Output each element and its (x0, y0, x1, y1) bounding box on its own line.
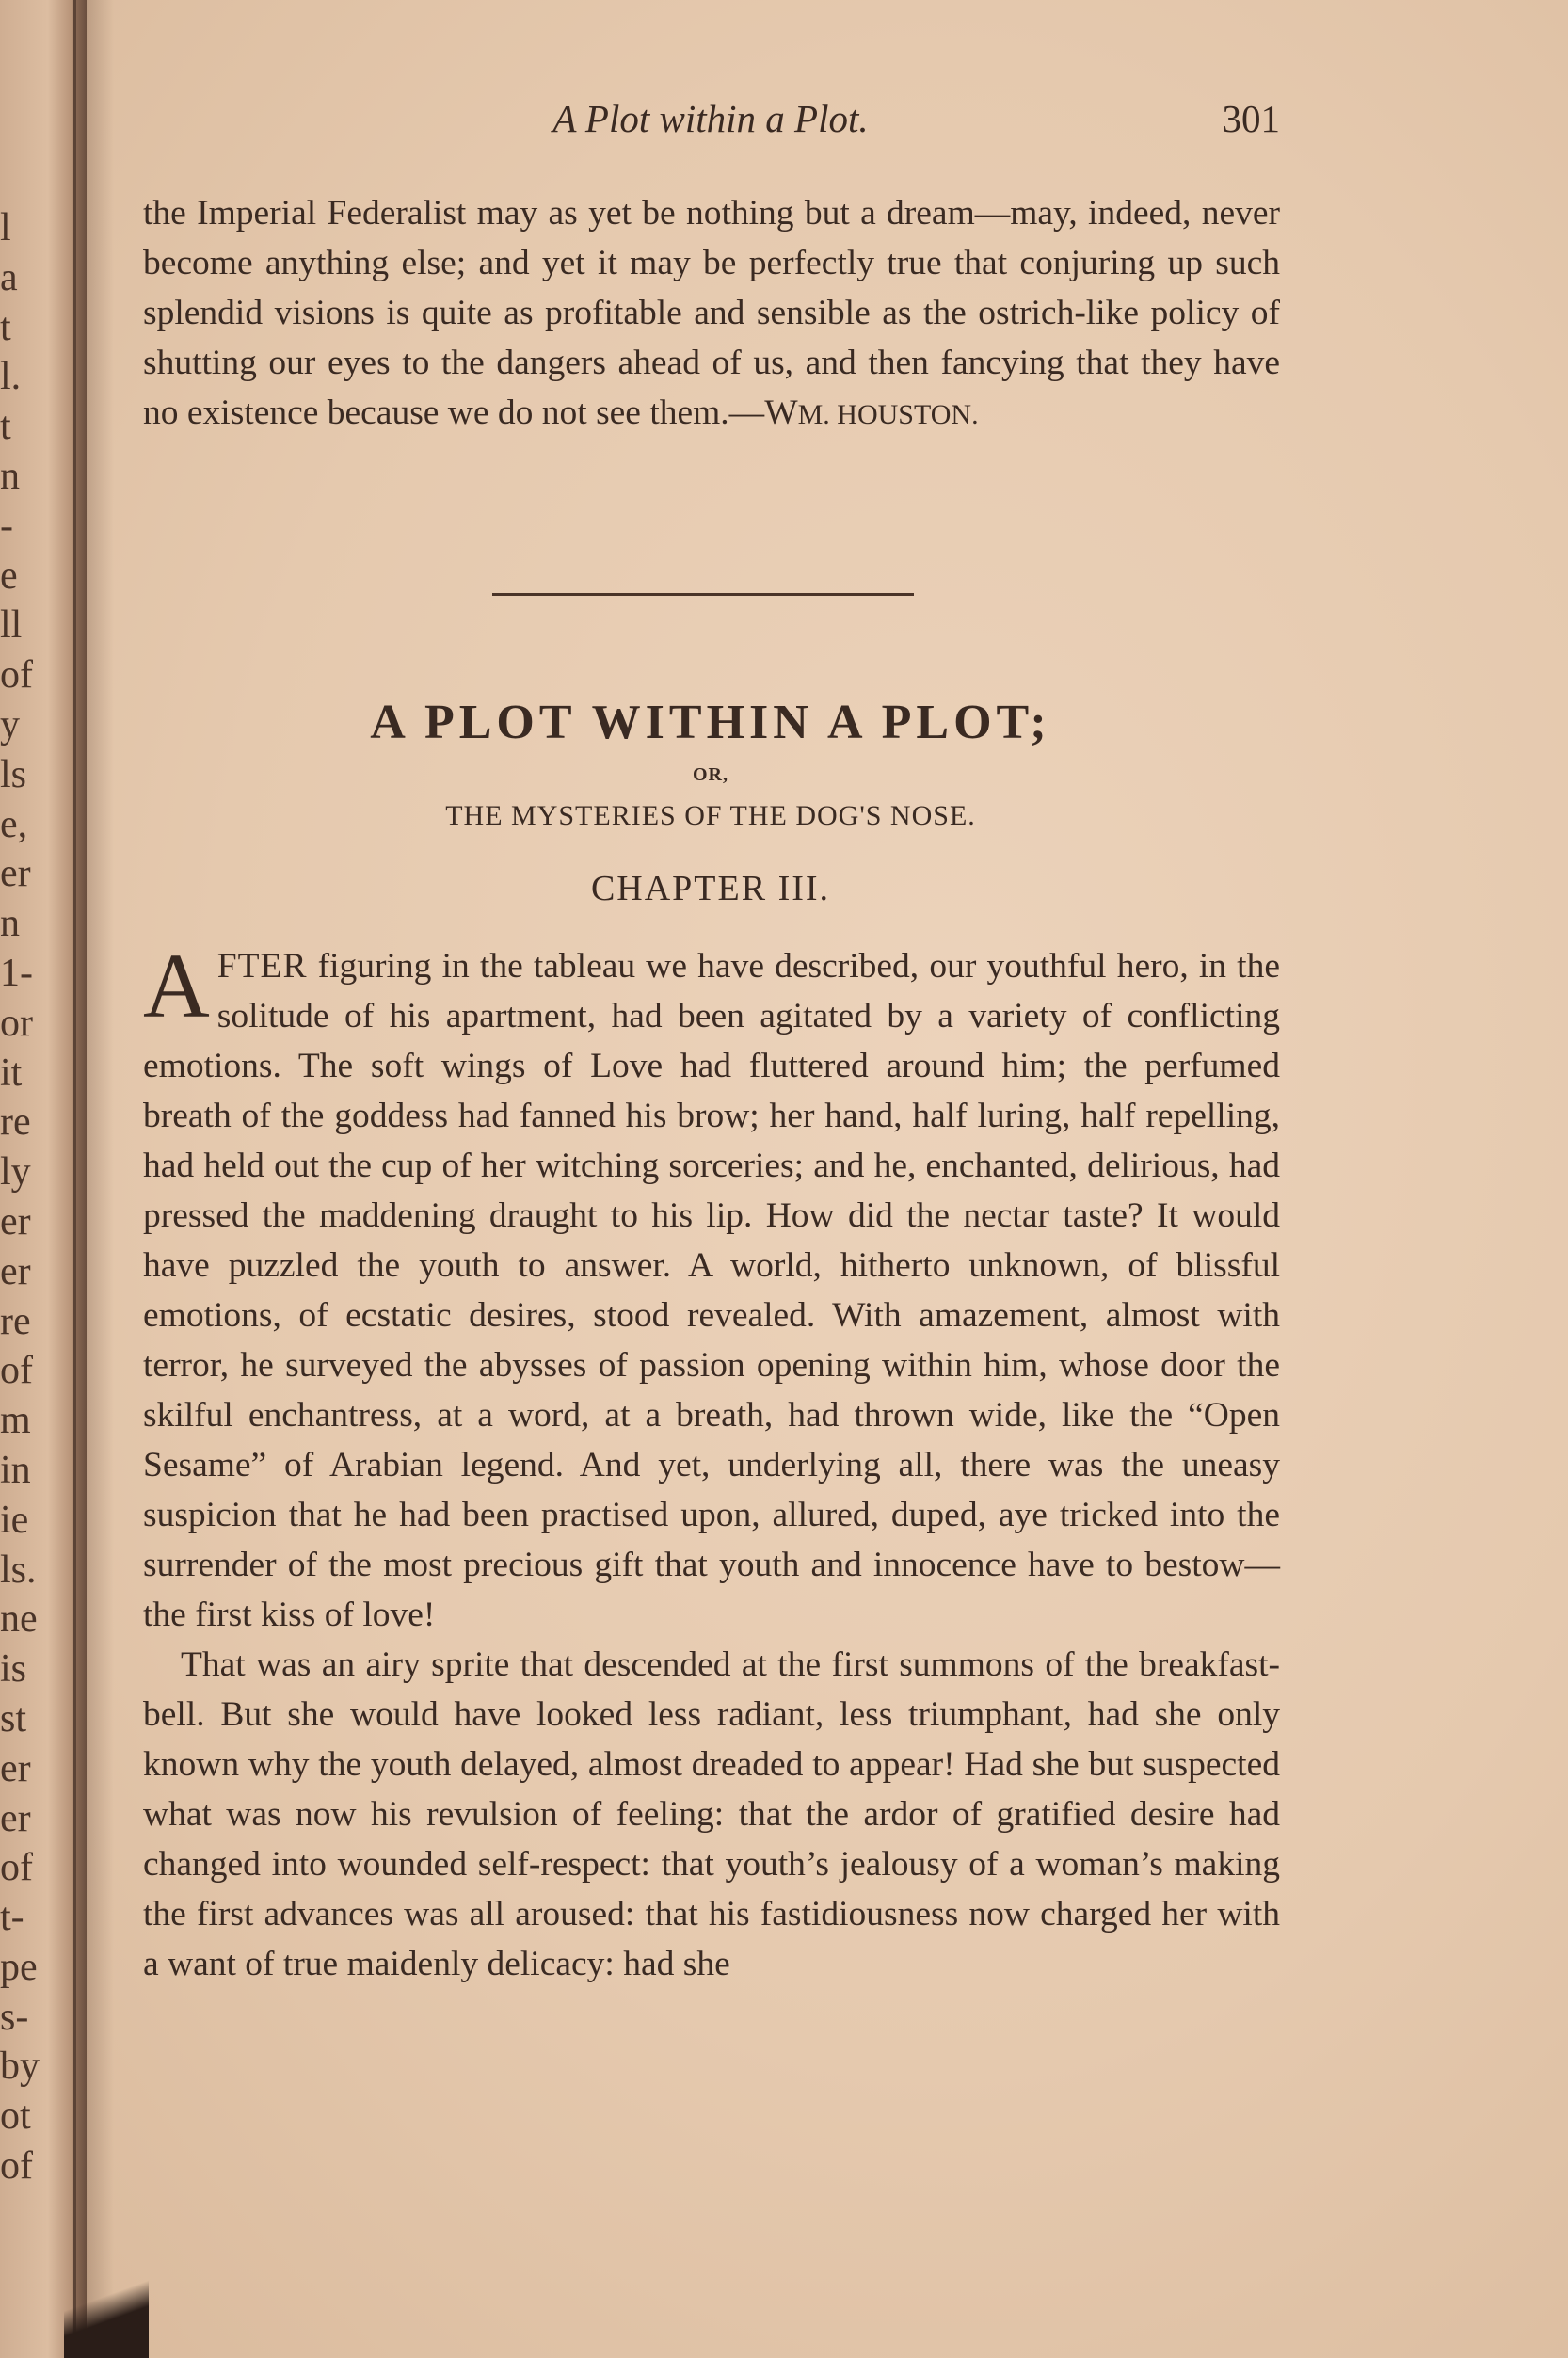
story-subtitle: THE MYSTERIES OF THE DOG'S NOSE. (445, 800, 976, 831)
paragraph-1-text: figuring in the tableau we have described, our youthful hero, in the solitude of his apartment, had been agitated by a variety of conflicting emotions. The soft wings of Love had fluttered around him; the perfumed breath of the goddess had fanned his brow; her hand, half luring, half repelling, had held out the cup of her witching sorceries; and he, enchanted, delirious, had pressed the maddening draught to his lip. How did the nectar taste? It would have puzzled the youth to answer. A world, hitherto unknown, of blissful emotions, of ecstatic desires, stood revealed. With amazement, almost with terror, he surveyed the abysses of passion opening within him, whose door the skilful enchantress, at a word, at a breath, had thrown wide, like the “Open Sesame” of Arabian legend. And yet, underlying all, there was the uneasy suspicion that he had been practised upon, allured, duped, aye tricked into the surrender of the most precious gift that youth and innocence have to bestow—the first kiss of love! (143, 947, 1280, 1634)
margin-fragment-line: by (0, 2045, 40, 2089)
margin-fragment-line: l. (0, 355, 22, 399)
story-title-or: OR, (693, 764, 728, 785)
margin-fragment-line: e, (0, 802, 28, 846)
margin-fragment-line: ls. (0, 1548, 37, 1592)
margin-fragment-line: er (0, 1746, 31, 1790)
margin-fragment-line: e (0, 553, 18, 598)
gutter-shadow (76, 0, 114, 2358)
margin-fragment-line: t- (0, 1896, 24, 1940)
margin-fragment-line: - (0, 504, 13, 548)
margin-fragment-line: y (0, 702, 20, 746)
margin-fragment-line: ls (0, 752, 27, 796)
margin-fragment-line: n (0, 454, 20, 498)
margin-fragment-line: pe (0, 1945, 38, 1989)
margin-fragment-line: of (0, 1846, 33, 1890)
margin-fragment-line: 1- (0, 951, 33, 995)
margin-fragment-line: is (0, 1647, 27, 1692)
author-name-part-1: M. H (797, 399, 857, 430)
page-corner-shadow (64, 2259, 149, 2358)
margin-fragment-line: ot (0, 2094, 31, 2139)
margin-fragment-line: ly (0, 1150, 31, 1195)
paragraph-1 (143, 936, 1280, 1640)
margin-fragment-line: of (0, 2144, 33, 2189)
margin-fragment-line: or (0, 1001, 33, 1045)
margin-fragment-line: er (0, 852, 31, 896)
margin-fragment-line: m (0, 1399, 31, 1443)
facing-page-fragment (0, 203, 38, 2191)
margin-fragment-line: re (0, 1100, 31, 1145)
margin-fragment-line: er (0, 1796, 31, 1840)
running-title: A Plot within a Plot. (552, 97, 869, 140)
chapter-body (143, 936, 1280, 1989)
previous-article-text: the Imperial Federalist may as yet be nothing but a dream—may, indeed, never become anything else; and yet it may be perfectly true that conjuring up such splendid visions is quite as profitable and sensible as the ostrich-like policy of shutting our eyes to the dangers ahead of us, and then fancying that they have no existence because we do not see them.— (143, 194, 1280, 432)
margin-fragment-line: st (0, 1696, 27, 1740)
page-number: 301 (1222, 97, 1280, 140)
margin-fragment-line: ll (0, 603, 23, 648)
running-head (141, 96, 1280, 152)
margin-fragment-line: t (0, 305, 11, 349)
story-title: A PLOT WITHIN A PLOT; (370, 696, 1051, 749)
margin-fragment-line: er (0, 1249, 31, 1293)
margin-fragment-line: s- (0, 1995, 29, 2039)
margin-fragment-line: it (0, 1051, 23, 1095)
margin-fragment-line: in (0, 1448, 31, 1492)
paragraph-2 (143, 1640, 1280, 1989)
margin-fragment-line: er (0, 1199, 31, 1243)
paragraph-2-text: That was an airy sprite that descended at the first summons of the breakfast-bell. But she would have looked less radiant, less triumphant, had she only known why the youth delayed, almost dreaded to appear! Had she but suspected what was now his revulsion of feeling: that the ardor of gratified desire had changed into wounded self-respect: that youth’s jealousy of a woman’s making the first advances was all aroused: that his fastidiousness now charged her with a want of true maidenly delicacy: had she (143, 1645, 1280, 1983)
section-divider (492, 593, 914, 596)
chapter-heading: CHAPTER III. (590, 869, 831, 908)
margin-fragment-line: re (0, 1299, 31, 1343)
margin-fragment-line: of (0, 653, 33, 698)
margin-fragment-line: ie (0, 1498, 29, 1542)
author-initial: W (764, 393, 798, 432)
previous-article-ending (143, 188, 1280, 440)
margin-fragment-line: t (0, 405, 11, 449)
margin-fragment-line: ne (0, 1597, 38, 1642)
author-signature (764, 393, 978, 432)
margin-fragment-line: l (0, 206, 11, 249)
first-word: FTER (216, 947, 308, 986)
author-name-part-2: OUSTON. (856, 399, 979, 430)
margin-fragment-line: of (0, 1349, 33, 1393)
drop-cap: A (143, 936, 210, 1037)
margin-fragment-line: a (0, 255, 18, 299)
previous-article-paragraph (143, 188, 1280, 440)
margin-fragment-line: n (0, 902, 20, 946)
